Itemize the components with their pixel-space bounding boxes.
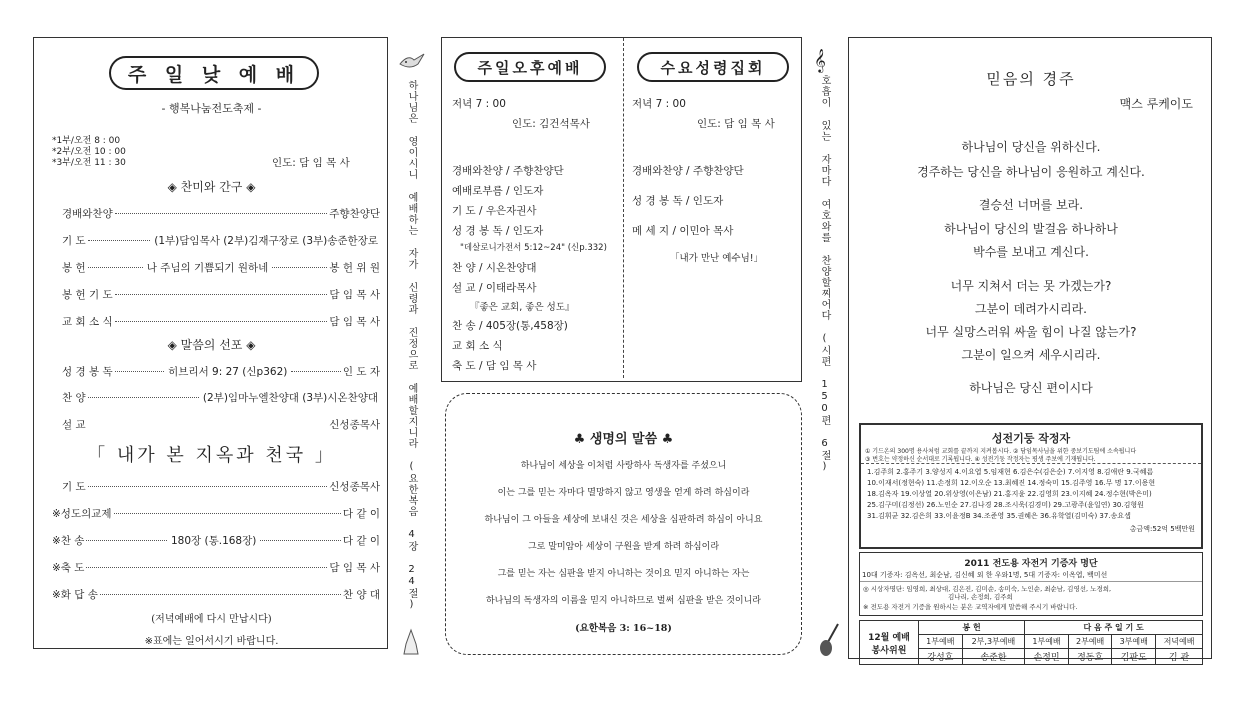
afternoon-item: 예배로부름 / 인도자 — [452, 185, 544, 197]
faith-line: 너무 실망스러워 싸울 힘이 나질 않는가? — [925, 325, 1137, 339]
afternoon-item: "데살로니가전서 5:12~24" (신p.332) — [460, 243, 607, 253]
section-word: ◈ 말씀의 선포 ◈ — [167, 338, 256, 352]
donor-line: 10대 기증자: 김옥선, 최순남, 김신혜 외 한 우와1명, 5대 기증자: 이옥엽, 백미선 — [862, 571, 1108, 579]
afternoon-item: 경배와찬양 / 주향찬양단 — [452, 165, 564, 177]
word-line: 하나님이 세상을 이처럼 사랑하사 독생자를 주셨으니 — [520, 461, 727, 471]
pillar-list-row: 1.김주희 2.홍주기 3.양성지 4.이요엽 5.임재현 6.김은수(김은순) 7.이지영 8.김애란 9.국혜름 — [867, 468, 1154, 476]
pillar-pledge-box — [859, 423, 1203, 549]
divider — [860, 581, 1202, 582]
table-header: 3부예배 — [1112, 635, 1156, 649]
order-item: ※성도의교제 다 같 이 — [52, 508, 380, 520]
word-of-life-panel — [445, 393, 802, 655]
officiant: 인도: 담 임 목 사 — [272, 157, 350, 169]
word-line: 이는 그를 믿는 자마다 멸망하지 않고 영생을 얻게 하려 하심이라 — [497, 488, 750, 498]
faith-line: 경주하는 당신을 하나님이 응원하고 계신다. — [917, 165, 1145, 179]
afternoon-item: 찬 양 / 시온찬양대 — [452, 262, 537, 274]
pillar-note: ③ 번호는 약정하신 순서대로 기록됩니다. ④ 성전기둥 작정자는 평생 주보에 기재됩니다. — [865, 456, 1096, 463]
pillar-total: 총금액:52억 5백만원 — [1129, 525, 1195, 533]
pillar-note: ① 기드온의 300명 용사처럼 교회를 끝까지 지켜봅시다. ② 담임목사님을 위한 중보기도팀에 소속됩니다 — [865, 448, 1137, 455]
order-item: 찬 양 (2부)임마누엘찬양대 (3부)시온찬양대 — [62, 392, 378, 404]
table-cell: 강성호 — [919, 649, 963, 665]
table-group: 다 음 주 일 기 도 — [1025, 621, 1203, 635]
table-cell: 김 관 — [1156, 649, 1203, 665]
faith-line: 박수를 보내고 계신다. — [973, 245, 1089, 259]
afternoon-item: 축 도 / 담 임 목 사 — [452, 360, 537, 372]
afternoon-item: 찬 송 / 405장(통,458장) — [452, 320, 568, 332]
afternoon-item: 기 도 / 우은자권사 — [452, 205, 537, 217]
violin-icon — [816, 622, 842, 658]
table-group: 봉 헌 — [919, 621, 1025, 635]
table-cell: 김판도 — [1112, 649, 1156, 665]
faith-line: 결승선 너머를 보라. — [978, 198, 1084, 212]
service-time-1: *1부/오전 8 : 00 — [52, 136, 121, 146]
evening-note: (저녁예배에 다시 만납시다) — [151, 614, 272, 625]
word-reference: (요한복음 3: 16~18) — [575, 623, 672, 634]
pillar-list-row: 18.김옥자 19.이상열 20.위상영(이은남) 21.홍지윤 22.김영희 23.이지혜 24.정수현(박은미) — [867, 490, 1152, 498]
standing-note: ※표에는 일어서시기 바랍니다. — [144, 636, 279, 647]
order-item: ※찬 송 180장 (통.168장) 다 같 이 — [52, 535, 381, 547]
donor-title: 2011 전도용 자전거 기증자 명단 — [964, 559, 1098, 569]
praying-hands-icon — [398, 628, 424, 656]
faith-line: 그분이 일으켜 세우시리라. — [961, 348, 1101, 362]
afternoon-wednesday-panel — [441, 37, 802, 382]
faith-line: 하나님이 당신의 발걸음 하나하나 — [944, 222, 1118, 236]
wednesday-item: 성 경 봉 독 / 인도자 — [632, 195, 724, 207]
word-line: 하나님의 독생자의 이름을 믿지 아니하므로 벌써 심판을 받은 것이니라 — [485, 596, 761, 606]
faith-line: 그분이 데려가시리라. — [975, 302, 1087, 316]
donor-line: 김나리, 손정희, 김주희 — [948, 593, 1013, 601]
pillar-list-row: 10.이재서(정현숙) 11.손정희 12.이오순 13.최혜진 14.정숙미 15.김주영 16.무 명 17.이용현 — [867, 479, 1156, 487]
order-item: 기 도 신성종목사 — [62, 481, 380, 493]
festival-subtitle: - 행복나눔전도축제 - — [161, 102, 262, 115]
order-item: ※화 답 송 찬 양 대 — [52, 589, 380, 601]
wednesday-time: 저녁 7 : 00 — [632, 98, 686, 110]
order-item: 경배와찬양 주향찬양단 — [62, 208, 380, 220]
donor-line: ※ 전도용 자전거 기증을 원하시는 분은 교역자에게 말씀해 주시기 바랍니다. — [863, 603, 1078, 611]
wednesday-officiant: 인도: 담 임 목 사 — [697, 118, 775, 130]
order-item: ※축 도 담 임 목 사 — [52, 562, 380, 574]
pillar-title: 성전기둥 작정자 — [991, 432, 1071, 445]
table-cell: 송준한 — [962, 649, 1025, 665]
table-label: 12월 예배 봉사위원 — [860, 621, 919, 665]
dove-icon — [398, 50, 426, 72]
table-header: 1부예배 — [919, 635, 963, 649]
pillar-list-row: 31.김휘균 32.김은희 33.이윤정B 34.조준영 35.권혜은 36.유학열(김미숙) 37.송요셉 — [867, 512, 1131, 520]
word-line: 그로 말미암아 세상이 구원을 받게 하려 하심이라 — [527, 542, 720, 552]
pillar-list-row: 25.김구미(김정선) 26.노인순 27.김나경 28.조시욱(김경미) 29.고광주(윤일연) 30.김형원 — [867, 501, 1144, 509]
table-header: 2부예배 — [1068, 635, 1112, 649]
service-time-2: *2부/오전 10 : 00 — [52, 147, 126, 157]
wednesday-item: 메 세 지 / 이민아 목사 — [632, 225, 734, 237]
scripture-vertical-left: 하나님은 영이시니 예배하는 자가 신령과 진정으로 예배할지니라 (요한복음 4장 24절) — [406, 80, 417, 611]
table-cell: 손정민 — [1025, 649, 1069, 665]
faith-line: 하나님이 당신을 위하신다. — [961, 140, 1101, 154]
wednesday-title: 수요성령집회 — [637, 52, 789, 82]
afternoon-officiant: 인도: 김건석목사 — [512, 118, 590, 130]
word-line: 하나님이 그 아들을 세상에 보내신 것은 세상을 심판하려 하심이 아니요 — [484, 515, 763, 525]
afternoon-item: 교 회 소 식 — [452, 340, 503, 352]
scripture-vertical-right: 호흡이 있는 자마다 여호와를 찬양할찌어다 (시편 150편 6절) — [819, 75, 830, 473]
afternoon-item: 『좋은 교회, 좋은 성도』 — [470, 302, 575, 313]
wednesday-item: 경배와찬양 / 주향찬양단 — [632, 165, 744, 177]
word-line: 그를 믿는 자는 심판을 받지 아니하는 것이요 믿지 아니하는 자는 — [497, 569, 750, 579]
service-time-3: *3부/오전 11 : 30 — [52, 158, 126, 168]
order-item: 기 도 (1부)담임목사 (2부)김재구장로 (3부)송준한장로 — [62, 235, 378, 247]
table-cell: 정동호 — [1068, 649, 1112, 665]
faith-panel — [848, 37, 1212, 663]
sermon-title: 「 내가 본 지옥과 천국 」 — [87, 445, 336, 466]
faith-author: 맥스 루케이도 — [1119, 97, 1193, 111]
afternoon-item: 설 교 / 이태라목사 — [452, 282, 537, 294]
order-item: 봉 헌 기 도 담 임 목 사 — [62, 289, 380, 301]
sunday-service-panel — [33, 37, 388, 649]
divider — [861, 463, 1201, 464]
donor-line: ◎ 시상자명단: 임영희, 최상대, 김은진, 김미순, 송미숙, 노인순, 최순남, 김영선, 노경희, — [863, 585, 1112, 593]
order-item: 봉 헌 나 주님의 기쁨되기 원하네 봉 헌 위 원 — [62, 262, 380, 274]
order-item: 설 교 신성종목사 — [62, 419, 380, 431]
afternoon-item: 성 경 봉 독 / 인도자 — [452, 225, 544, 237]
wednesday-item: 「내가 만난 예수님!」 — [670, 253, 764, 264]
faith-line: 너무 지쳐서 더는 못 가겠는가? — [950, 279, 1112, 293]
sunday-service-title: 주 일 낮 예 배 — [109, 56, 319, 90]
order-item: 교 회 소 식 담 임 목 사 — [62, 316, 380, 328]
word-title: ♣ 생명의 말씀 ♣ — [573, 432, 674, 447]
table-header: 2부,3부예배 — [962, 635, 1025, 649]
faith-title: 믿음의 경주 — [986, 70, 1076, 88]
service-volunteer-table — [859, 620, 1203, 665]
column-divider — [623, 38, 624, 378]
afternoon-time: 저녁 7 : 00 — [452, 98, 506, 110]
treble-clef-icon: 𝄞 — [814, 48, 826, 72]
section-praise: ◈ 찬미와 간구 ◈ — [167, 180, 256, 194]
bicycle-donor-box — [859, 552, 1203, 616]
order-item: 성 경 봉 독 히브리서 9: 27 (신p362) 인 도 자 — [62, 366, 381, 378]
afternoon-title: 주일오후예배 — [454, 52, 606, 82]
table-header: 1부예배 — [1025, 635, 1069, 649]
table-header: 저녁예배 — [1156, 635, 1203, 649]
faith-line: 하나님은 당신 편이시다 — [969, 381, 1093, 395]
